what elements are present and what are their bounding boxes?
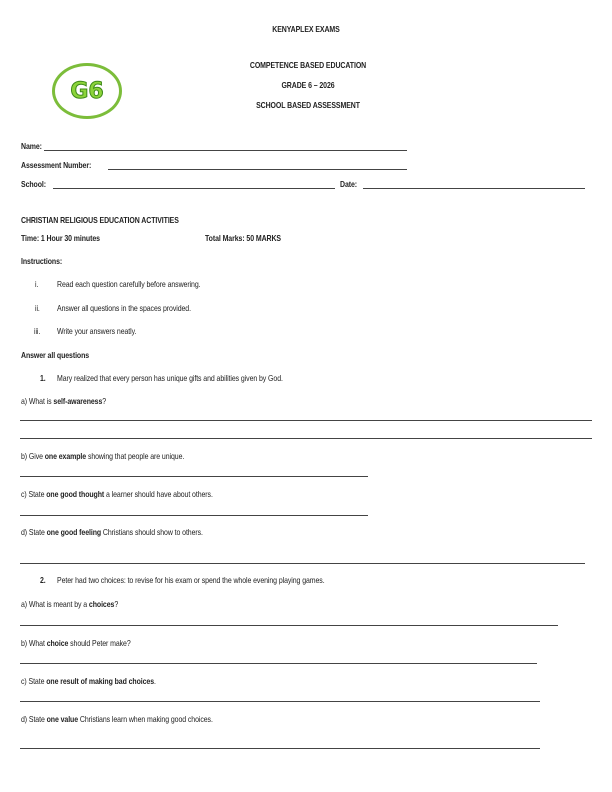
answer-line[interactable] — [20, 663, 537, 664]
date-field[interactable] — [363, 188, 585, 189]
grade-logo — [52, 63, 122, 119]
publisher: KENYAPLEX EXAMS — [272, 24, 340, 34]
keyword: one good thought — [46, 489, 105, 499]
text: Christians learn when making good choices. — [78, 714, 213, 724]
answer-line[interactable] — [20, 476, 368, 477]
date-label: Date: — [340, 179, 358, 189]
keyword: choices — [88, 599, 115, 609]
keyword: one example — [44, 451, 87, 461]
text: b) Give — [21, 451, 45, 461]
q1d — [21, 527, 203, 537]
subject-title: CHRISTIAN RELIGIOUS EDUCATION ACTIVITIES — [21, 215, 179, 225]
keyword: one good feeling — [46, 527, 102, 537]
answer-line[interactable] — [20, 748, 540, 749]
text: b) What — [21, 638, 47, 648]
text: . — [153, 676, 156, 686]
text: a) What is meant by a — [21, 599, 89, 609]
name-field[interactable] — [44, 150, 407, 151]
school-field[interactable] — [53, 188, 335, 189]
answer-all-heading: Answer all questions — [21, 350, 90, 360]
text: d) State — [21, 527, 47, 537]
q2a — [21, 599, 118, 609]
answer-line[interactable] — [20, 515, 368, 516]
text: a) What is — [21, 396, 54, 406]
answer-line[interactable] — [20, 625, 558, 626]
school-label: School: — [21, 179, 46, 189]
total-marks: Total Marks: 50 MARKS — [205, 233, 282, 243]
instruction-number: i. — [35, 279, 39, 289]
text: d) State — [21, 714, 47, 724]
text: ? — [102, 396, 107, 406]
keyword: self-awareness — [53, 396, 103, 406]
question-text: Mary realized that every person has unique gifts and abilities given by God. — [57, 373, 283, 383]
q2d — [21, 714, 213, 724]
question-number: 1. — [40, 373, 46, 383]
q1c — [21, 489, 213, 499]
time-allowed: Time: 1 Hour 30 minutes — [21, 233, 100, 243]
text: ? — [114, 599, 119, 609]
q1a — [21, 396, 106, 406]
instruction-text: Answer all questions in the spaces provided. — [57, 303, 191, 313]
q1b — [21, 451, 184, 461]
answer-line[interactable] — [20, 420, 592, 421]
keyword: one value — [46, 714, 79, 724]
text: should Peter make? — [68, 638, 131, 648]
answer-line[interactable] — [20, 438, 592, 439]
header-line1: COMPETENCE BASED EDUCATION — [249, 60, 367, 70]
question-text: Peter had two choices: to revise for his exam or spend the whole evening playing games. — [57, 575, 325, 585]
name-label: Name: — [21, 141, 42, 151]
logo-text: G6 — [70, 78, 104, 104]
answer-line[interactable] — [20, 563, 585, 564]
instruction-number: ii. — [35, 303, 40, 313]
instruction-number: iii. — [34, 326, 41, 336]
text: a learner should have about others. — [104, 489, 213, 499]
header-line3: SCHOOL BASED ASSESSMENT — [256, 100, 360, 110]
question-number: 2. — [40, 575, 46, 585]
keyword: one result of making bad choices — [46, 676, 154, 686]
instructions-heading: Instructions: — [21, 256, 63, 266]
instruction-text: Write your answers neatly. — [57, 326, 137, 336]
text: c) State — [21, 489, 47, 499]
assessment-number-label: Assessment Number: — [21, 160, 92, 170]
assessment-number-field[interactable] — [108, 169, 407, 170]
instruction-text: Read each question carefully before answering. — [57, 279, 201, 289]
header-line2: GRADE 6 – 2026 — [281, 80, 335, 90]
text: Christians should show to others. — [101, 527, 203, 537]
text: showing that people are unique. — [86, 451, 185, 461]
text: c) State — [21, 676, 47, 686]
answer-line[interactable] — [20, 701, 540, 702]
q2b — [21, 638, 131, 648]
q2c — [21, 676, 156, 686]
keyword: choice — [46, 638, 69, 648]
